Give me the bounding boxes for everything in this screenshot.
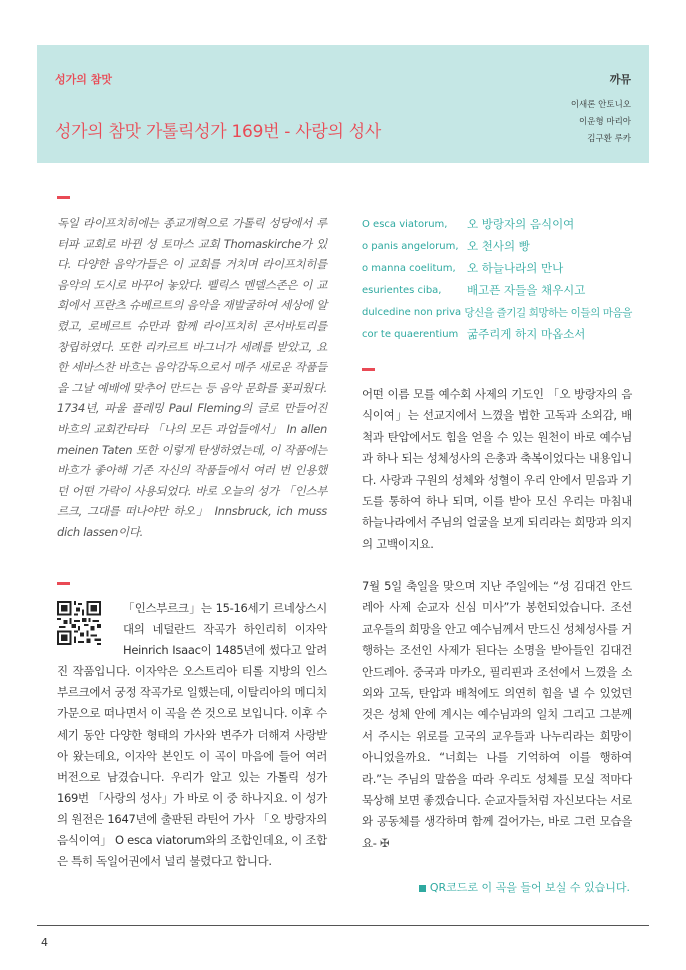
lyric-line: [362, 323, 632, 345]
qr-spacer: [57, 598, 123, 660]
author-3: 김구환 루카: [587, 134, 631, 144]
qr-note: [419, 879, 630, 895]
lyric-latin: o manna coelitum,: [362, 262, 456, 274]
left-column: [57, 213, 327, 543]
lyric-line: [362, 235, 632, 257]
feast-section: [362, 576, 632, 854]
lyric-latin: cor te quaerentium: [362, 328, 459, 340]
header-banner: [37, 45, 649, 163]
lyric-korean: 굶주리게 하지 마옵소서: [467, 327, 586, 341]
section-dash: [57, 582, 70, 585]
bullet-square-icon: [419, 885, 426, 892]
series-label: 성가의 참맛: [55, 73, 112, 86]
lyric-line: [362, 279, 632, 301]
lyric-korean: 당신을 즐기길 희망하는 이들의 마음을: [464, 306, 632, 319]
lyric-korean: 오 하늘나라의 만나: [467, 261, 564, 275]
feast-text: 7월 5일 축일을 맞으며 지난 주일에는 “성 김대건 안드레아 사제 순교자 신심 미사”가 봉헌되었습니다. 조선 교우들의 희망을 안고 예수님께서 만드신 성체성사를 거행하는 조선인 사제가 된다는 소명을 받아들인 김대건 안드레아. 중국과 마카오, 필리핀과 조선에서 느꼈을 소외와 고독, 탄압과 배척에도 의연히 힘을 낼 수 있었던 것은 성체 안에 계시는 예수님과의 일치 그리고 그분께서 주시는 위로를 고국의 교우들과 나누리라는 희망이 아니었을까요. “너희는 나를 기억하여 이를 행하여라.”는 주님의 말씀을 따라 우리도 성체를 모실 적마다 묵상해 보면 좋겠습니다. 순교자들처럼 자신보다는 서로와 공동체를 생각하며 함께 걸어가는, 바로 그런 모습을요-: [362, 579, 632, 850]
lyric-latin: o panis angelorum,: [362, 240, 459, 252]
history-paragraph: [57, 598, 327, 872]
lyric-latin: O esca viatorum,: [362, 218, 448, 230]
author-2: 이운형 마리아: [579, 117, 631, 127]
lyrics-block: [362, 213, 632, 345]
footer-divider: [37, 925, 649, 926]
lyric-line: [362, 257, 632, 279]
lyric-korean: 오 방랑자의 음식이여: [467, 217, 575, 231]
lyric-latin: esurientes ciba,: [362, 284, 442, 296]
lyric-korean: 배고픈 자들을 채우시고: [467, 283, 586, 297]
page-title: 성가의 참맛 가톨릭성가 169번 - 사랑의 성사: [55, 122, 381, 142]
section-dash: [57, 196, 70, 199]
section-dash: [362, 368, 375, 371]
prayer-section: [362, 384, 632, 555]
page-number: 4: [41, 936, 48, 949]
history-text: 「인스부르크」는 15-16세기 르네상스시대의 네덜란드 작곡가 하인리히 이자악 Heinrich Isaac이 1485년에 썼다고 알려진 작품입니다. 이자악은 오스트리아 티롤 지방의 인스부르크에서 궁정 작곡가로 일했는데, 이탈리아의 메디치 가문으로 떠나면서 이 곡을 쓴 것으로 보입니다. 이후 수 세기 동안 다양한 형태의 가사와 변주가 더해져 사랑받아 왔는데요, 이자악 본인도 이 곡이 마음에 들어 여러 버전으로 남겼습니다. 우리가 알고 있는 가톨릭 성가 169번 「사랑의 성사」가 바로 이 중 하나지요. 이 성가의 원전은 1647년에 출판된 라틴어 가사 「오 방랑자의 음식이여」 O esca viatorum와의 조합인데요, 이 조합은 특히 독일어권에서 널리 불렸다고 합니다.: [57, 601, 327, 869]
qr-note-text: QR코드로 이 곡을 들어 보실 수 있습니다.: [429, 881, 630, 894]
category-label: 까뮤: [609, 73, 631, 86]
cross-icon: ✠: [380, 835, 390, 850]
intro-paragraph: 독일 라이프치히에는 종교개혁으로 가톨릭 성당에서 루터파 교회로 바뀐 성 토마스 교회 Thomaskirche가 있다. 다양한 음악가들은 이 교회를 거치며 라이프치히를 음악의 도시로 바꾸어 놓았다. 펠릭스 멘델스존은 이 교회에서 프란츠 슈베르트의 음악을 재발굴하여 세상에 알렸고, 로베르트 슈만과 함께 라이프치히 콘서바토리를 창립하였다. 또한 리카르트 바그너가 세례를 받았고, 요한 세바스찬 바흐는 음악감독으로서 매주 새로운 작품들을 그날 예배에 맞추어 만드는 등 음악 문화를 꽃피웠다. 1734년, 파울 플레밍 Paul Fleming의 글로 만들어진 바흐의 교회칸타타 「나의 모든 과업들에서」 In allen meinen Taten 또한 이렇게 탄생하였는데, 이 작품에는 바흐가 좋아해 기존 자신의 작품들에서 여러 번 인용했던 어떤 가락이 사용되었다. 바로 오늘의 성가 「인스부르크, 그대를 떠나야만 하오」 Innsbruck, ich muss dich lassen이다.: [57, 216, 327, 539]
authors: [571, 97, 631, 148]
lyric-line: [362, 213, 632, 235]
feast-paragraph: [362, 576, 632, 854]
lyric-line: [362, 301, 632, 323]
author-1: 이새론 안토니오: [570, 100, 631, 110]
lyric-korean: 오 천사의 빵: [467, 239, 530, 253]
lyric-latin: dulcedine non priva: [362, 306, 462, 318]
prayer-paragraph: 어떤 이름 모를 예수회 사제의 기도인 「오 방랑자의 음식이여」는 선교지에서 느꼈을 법한 고독과 소외감, 배척과 탄압에서도 힘을 얻을 수 있는 원천이 바로 예수님과 하나 되는 성체성사의 은총과 축복이었다는 내용입니다. 사랑과 구원의 성체와 성혈이 우리 안에서 믿음과 기도를 통하여 하나 되며, 이를 받아 모신 우리는 마침내 하늘나라에서 주님의 얼굴을 보게 되리라는 희망과 의지의 고백이지요.: [362, 387, 632, 551]
